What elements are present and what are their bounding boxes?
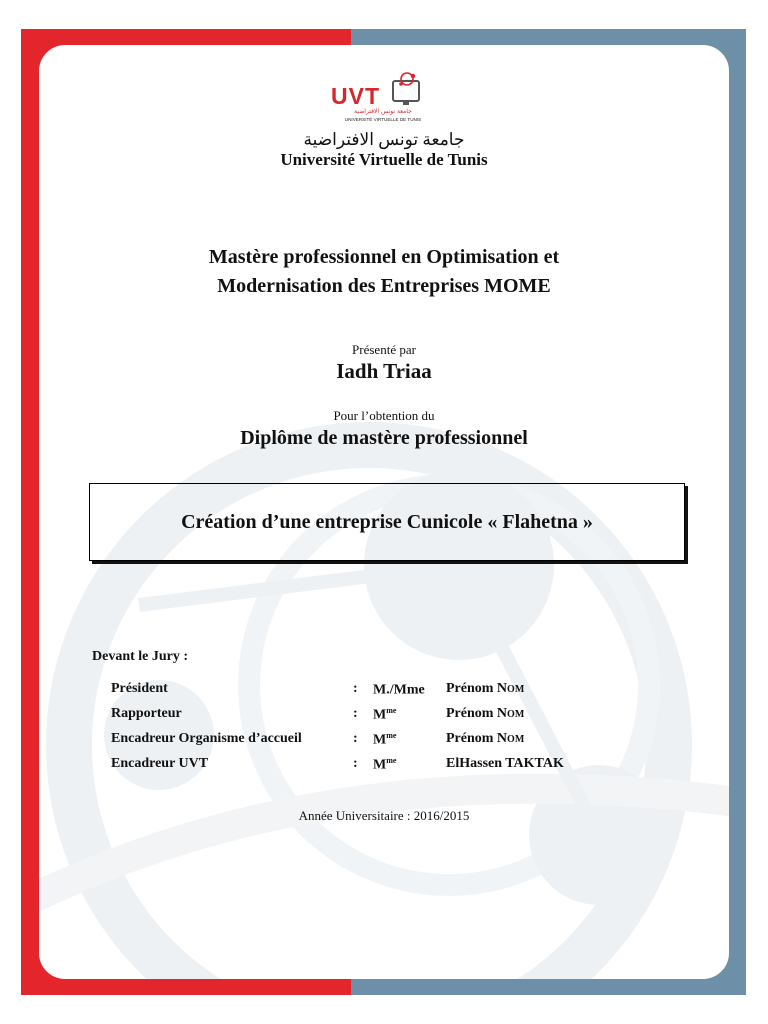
jury-name: Prénom NOM <box>446 706 525 721</box>
logo-text: UVT <box>331 83 380 109</box>
jury-title: $M^{me}$ <box>373 706 397 723</box>
jury-colon: : <box>353 756 358 771</box>
jury-role: Président <box>111 681 168 696</box>
logo-subtext: UNIVERSITÉ VIRTUELLE DE TUNIS <box>344 117 422 122</box>
cover-page <box>39 45 729 979</box>
jury-label: Devant le Jury : <box>92 649 189 664</box>
jury-title: $M^{me}$ <box>373 756 397 773</box>
jury-title: M./Mme <box>373 682 425 698</box>
jury-role: Encadreur UVT <box>111 756 209 771</box>
thesis-title-box <box>89 483 685 561</box>
logo-arabic-text: جامعة تونس الافتراضية <box>354 108 412 115</box>
university-name: Université Virtuelle de Tunis <box>280 150 488 169</box>
program-title-line2: Modernisation des Entreprises MOME <box>217 275 551 297</box>
diploma-title: Diplôme de mastère professionnel <box>240 427 528 449</box>
jury-role: Encadreur Organisme d’accueil <box>111 731 302 746</box>
presented-by-label: Présenté par <box>352 342 416 357</box>
uvt-logo <box>331 71 435 127</box>
jury-colon: : <box>353 731 358 746</box>
jury-role: Rapporteur <box>111 706 182 721</box>
academic-year: Année Universitaire : 2016/2015 <box>298 808 470 823</box>
jury-colon: : <box>353 706 358 721</box>
university-name-arabic: جامعة تونس الافتراضية <box>303 130 465 149</box>
jury-name: Prénom NOM <box>446 681 525 696</box>
jury-name: Prénom NOM <box>446 731 525 746</box>
obtention-label: Pour l’obtention du <box>333 408 435 423</box>
jury-title: $M^{me}$ <box>373 731 397 748</box>
author-name: Iadh Triaa <box>336 359 432 383</box>
program-title <box>39 243 729 301</box>
thesis-title: Création d’une entreprise Cunicole « Flahetna » <box>181 510 593 533</box>
program-title-line1: Mastère professionnel en Optimisation et <box>208 246 560 268</box>
jury-colon: : <box>353 681 358 696</box>
jury-name: ElHassen TAKTAK <box>446 756 564 771</box>
